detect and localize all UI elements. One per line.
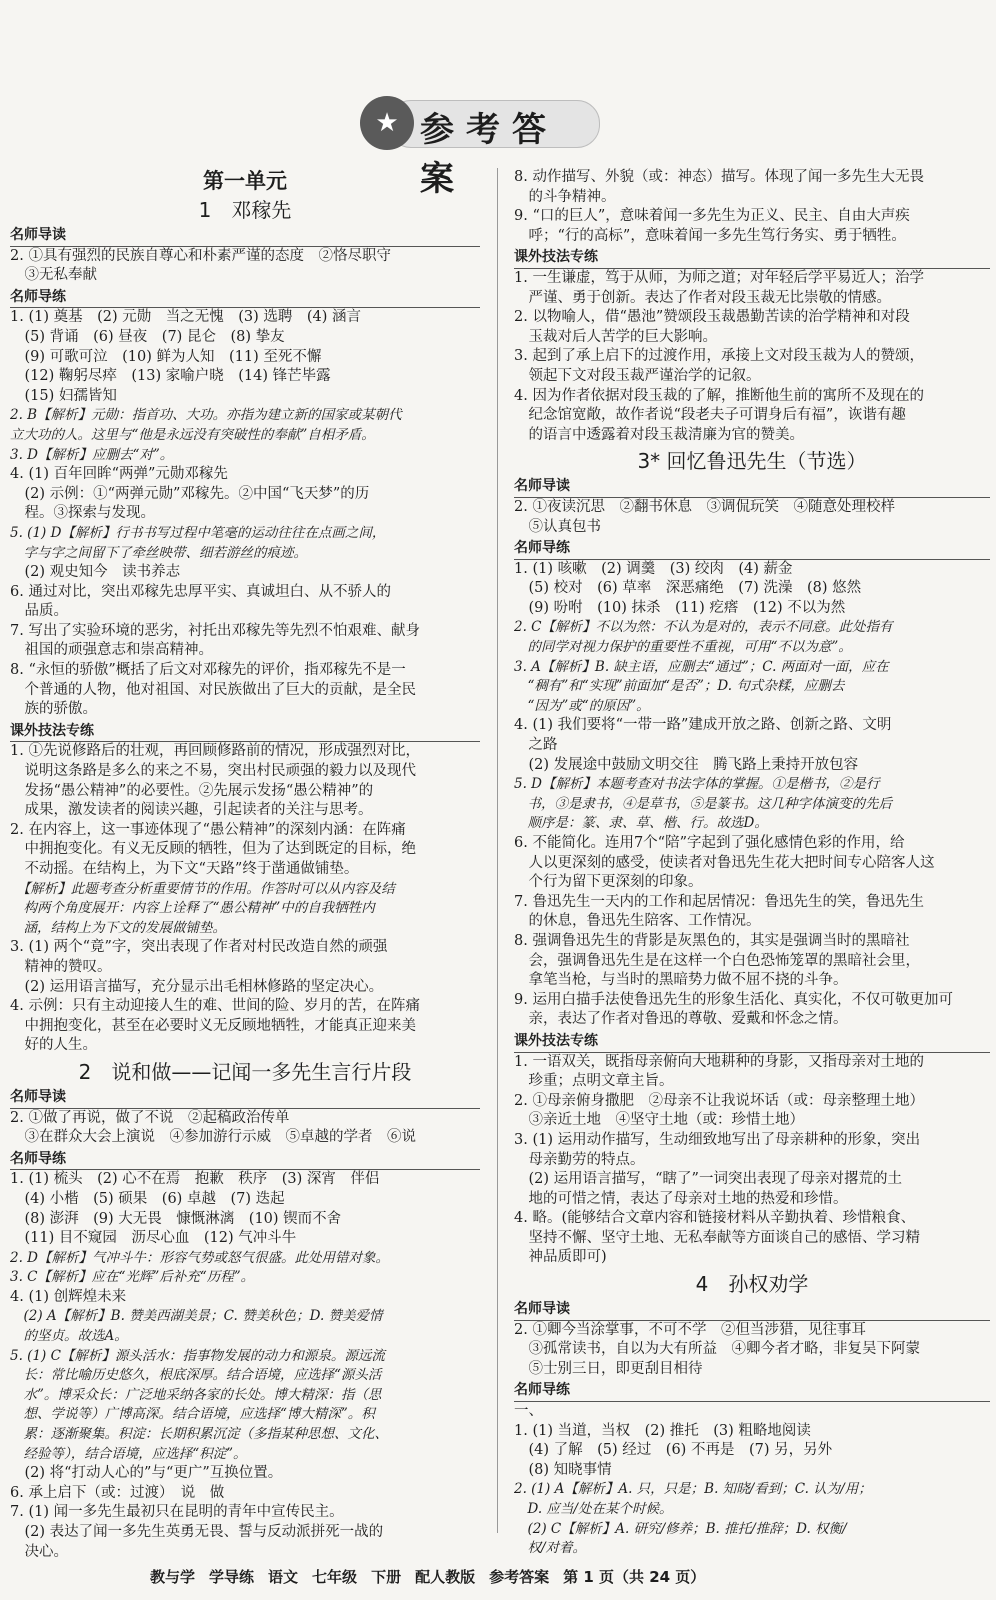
answer-line: ③在群众大会上演说 ④参加游行示威 ⑤卓越的学者 ⑥说 [10,1129,416,1146]
answer-line: 5. (1) C【解析】源头活水：指事物发展的动力和源泉。源远流 [10,1347,385,1364]
footer-item: 配人教版 [415,1568,476,1586]
section-label: 名师导练 [514,539,990,560]
left-column [10,168,480,1562]
section-label: 名师导练 [10,1150,480,1171]
answer-line: 之路 [514,737,558,754]
answer-line: 1. (1) 梳头 (2) 心不在焉 抱歉 秩序 (3) 深宵 伴侣 [10,1171,380,1188]
page-footer [150,1566,996,1587]
answer-line: 领起下文对段玉裁严谨治学的记叙。 [514,367,761,384]
answer-line: 不动摇。在结构上，为下文“天路”终于凿通做铺垫。 [10,861,359,877]
answer-line: ③无私奉献 [10,267,97,284]
answer-line: 2. ①夜读沉思 ②翻书休息 ③调侃玩笑 ④随意处理校样 [514,498,895,515]
heading: 4 孙权劝学 [695,1272,809,1297]
answer-line: 7. 写出了实验环境的恶劣，衬托出邓稼先等先烈不怕艰难、献身 [10,622,420,639]
section-label: 课外技法专练 [10,722,480,743]
answer-line: 3. C【解析】应在“光辉”后补充“历程”。 [10,1269,255,1286]
answer-line: 7. (1) 闻一多先生最初只在昆明的青年中宣传民主。 [10,1504,344,1521]
answer-line: 母亲勤劳的特点。 [514,1151,645,1168]
answer-line: 拿笔当枪，与当时的黑暗势力做不屈不挠的斗争。 [514,972,848,989]
answer-line: 6. 不能简化。连用7个“陪”字起到了强化感情色彩的作用，给 [514,835,905,851]
answer-line: (2) A【解析】B. 赞美西湖美景；C. 赞美秋色；D. 赞美爱情 [10,1308,383,1325]
answer-line: (9) 吩咐 (10) 抹杀 (11) 疙瘩 (12) 不以为然 [514,599,846,616]
answer-line: 的坚贞。故选A。 [10,1328,128,1345]
answer-line: 严谨、勇于创新。表达了作者对段玉裁无比崇敬的情感。 [514,289,891,306]
answer-line: 2. B【解析】元勋：指首功、大功。亦指为建立新的国家或某朝代 [10,407,402,424]
answer-line: ⑤士别三日，即更刮目相待 [514,1360,703,1377]
answer-line: (15) 妇孺皆知 [10,387,117,404]
answer-line: 7. 鲁迅先生一天内的工作和起居情况：鲁迅先生的笑，鲁迅先生 [514,893,924,910]
answer-line: “因为”或“的原因”。 [514,697,650,714]
answer-line: (4) 了解 (5) 经过 (6) 不再是 (7) 另，另外 [514,1442,833,1459]
answer-line: 9. “口的巨人”，意味着闻一多先生为正义、民主、自由大声疾 [514,208,910,225]
answer-line: 坚持不懈、坚守土地、无私奉献等方面谈自己的感悟、学习精 [514,1229,920,1246]
answer-line: 2. ①具有强烈的民族自尊心和朴素严谨的态度 ②恪尽职守 [10,247,391,264]
answer-line: 个普通的人物，他对祖国、对民族做出了巨大的贡献，是全民 [10,681,416,698]
column-divider [497,168,498,1533]
answer-line: ③亲近土地 ④坚守土地（或：珍惜土地） [514,1112,804,1129]
footer-item: 第 1 页（共 24 页） [563,1568,706,1586]
answer-line: 会，强调鲁迅先生是在这样一个白色恐怖笼罩的黑暗社会里， [514,952,920,969]
answer-line: 字与字之间留下了牵丝映带、细若游丝的痕迹。 [10,544,307,561]
answer-line: 立大功的人。这里与“他是永远没有突破性的奉献”自相矛盾。 [10,426,375,443]
answer-line: (2) 运用语言描写，“瞎了”一词突出表现了母亲对撂荒的土 [514,1171,902,1188]
answer-line: 权/对着。 [514,1540,587,1557]
answer-line: 程。③探索与发现。 [10,505,155,522]
answer-line: 2. 在内容上，这一事迹体现了“愚公精神”的深刻内涵：在阵痛 [10,821,406,838]
answer-line: 5. D【解析】本题考查对书法字体的掌握。①是楷书，②是行 [514,776,880,793]
answer-line: 2. ①卿今当涂掌事，不可不学 ②但当涉猎，见往事耳 [514,1321,866,1338]
section-label: 名师导读 [10,1088,480,1109]
footer-item: 参考答案 [489,1568,550,1586]
answer-line: (2) 将“打动人心的”与“更广”互换位置。 [10,1465,283,1482]
answer-line: 想、学说等）广博高深。结合语境，应选择“博大精深”。积 [10,1406,375,1423]
answer-line: 6. 承上启下（或：过渡） 说 做 [10,1484,225,1501]
answer-line: (5) 校对 (6) 草率 深恶痛绝 (7) 洗澡 (8) 悠然 [514,580,862,597]
answer-line: (2) 示例：①“两弹元勋”邓稼先。②中国“飞天梦”的历 [10,485,370,502]
answer-line: “稠有”和“实现”前面加“是否”；D. 句式杂糅，应删去 [514,678,845,695]
answer-line: 1. (1) 当道，当权 (2) 推托 (3) 粗略地阅读 [514,1422,811,1439]
heading: 2 说和做——记闻一多先生言行片段 [78,1059,412,1084]
answer-line: 精神的赞叹。 [10,958,112,975]
answer-line: 3. (1) 运用动作描写，生动细致地写出了母亲耕种的形象，突出 [514,1131,921,1148]
answer-line: 一、 [514,1403,543,1420]
answer-line: 3. 起到了承上启下的过渡作用，承接上文对段玉裁为人的赞颂， [514,348,924,365]
answer-line: 4. 因为作者依据对段玉裁的了解，推断他生前的寓所不及现在的 [514,387,924,404]
answer-line: 的同学对视力保护的重要性不重视，可用“不以为意”。 [514,639,852,656]
answer-line: 2. ①做了再说，做了不说 ②起稿政治传单 [10,1109,290,1126]
answer-line: 2. (1) A【解析】A. 只，只是；B. 知晓/看到；C. 认为/用； [514,1481,872,1498]
answer-line: (4) 小楷 (5) 硕果 (6) 卓越 (7) 迭起 [10,1190,285,1207]
answer-line: 1. (1) 奠基 (2) 元勋 当之无愧 (3) 选聘 (4) 涵言 [10,309,362,326]
answer-line: 2. D【解析】气冲斗牛：形容气势或怒气很盛。此处用错对象。 [10,1249,389,1266]
footer-item: 教与学 [150,1568,196,1586]
answer-line: 3. A【解析】B. 缺主语，应删去“通过”；C. 两面对一面，应在 [514,658,889,675]
footer-item: 七年级 [312,1568,358,1586]
answer-line: (2) 发展途中鼓励文明交往 腾飞路上秉持开放包容 [514,756,859,773]
heading: 1 邓稼先 [198,198,292,222]
answer-line: 珍重；点明文章主旨。 [514,1073,674,1090]
section-label: 名师导练 [514,1381,990,1402]
answer-line: (8) 知晓事情 [514,1461,612,1478]
answer-line: 玉裁对后人苦学的巨大影响。 [514,328,717,345]
answer-line: 8. “永恒的骄傲”概括了后文对邓稼先的评价，指邓稼先不是一 [10,662,406,679]
answer-line: 【解析】此题考查分析重要情节的作用。作答时可以从内容及结 [10,880,395,897]
answer-line: 4. 示例：只有主动迎接人生的难、世间的险、岁月的苦，在阵痛 [10,998,420,1015]
answer-line: 人以更深刻的感受，使读者对鲁迅先生花大把时间专心陪客人这 [514,854,935,871]
answer-line: 族的骄傲。 [10,701,97,718]
answer-line: 呼；“行的高标”，意味着闻一多先生笃行务实、勇于牺牲。 [514,227,906,244]
answer-line: 经验等），结合语境，应选择“积淀”。 [10,1445,247,1462]
answer-line: (12) 鞠躬尽瘁 (13) 家喻户晓 (14) 锋芒毕露 [10,368,331,385]
heading: 第一单元 [203,169,287,193]
answer-line: 的休息，鲁迅先生陪客、工作情况。 [514,913,761,930]
answer-line: (11) 目不窥园 沥尽心血 (12) 气冲斗牛 [10,1230,297,1247]
answer-line: (2) 表达了闻一多先生英勇无畏、誓与反动派拼死一战的 [10,1524,384,1540]
answer-line: 2. 以物喻人，借“愚池”赞颂段玉裁愚勤苦读的治学精神和对段 [514,309,910,326]
answer-line: 5. (1) D【解析】行书书写过程中笔毫的运动往往在点画之间， [10,524,386,541]
page-title: 参考答案 [420,110,558,199]
answer-line: 水”。博采众长：广泛地采纳各家的长处。博大精深：指（思 [10,1386,382,1403]
answer-line: (2) C【解析】A. 研究/修养；B. 推托/推辞；D. 权衡/ [514,1520,847,1537]
answer-line: 2. ①母亲俯身撒肥 ②母亲不让我说坏话（或：母亲整理土地） [514,1092,924,1109]
answer-line: 累：逐渐聚集。积淀：长期积累沉淀（多指某种思想、文化、 [10,1426,388,1443]
footer-item: 学导练 [209,1568,255,1586]
answer-line: (8) 澎湃 (9) 大无畏 慷慨淋漓 (10) 锲而不舍 [10,1210,342,1227]
answer-line: 9. 运用白描手法使鲁迅先生的形象生活化、真实化，不仅可敬更加可 [514,991,953,1008]
answer-line: 顺序是：篆、隶、草、楷、行。故选D。 [514,815,768,832]
answer-line: 的语言中透露着对段玉裁清廉为官的赞美。 [514,426,804,443]
answer-line: 4. 略。(能够结合文章内容和链接材料从辛勤执着、珍惜粮食、 [514,1210,916,1227]
section-label: 名师导读 [10,226,480,247]
answer-line: (2) 运用语言描写，充分显示出毛相林修路的坚定决心。 [10,978,384,995]
answer-line: 构两个角度展开：内容上诠释了“愚公精神”中的自我牺牲内 [10,900,375,917]
answer-line: 1. 一语双关，既指母亲俯向大地耕种的身影，又指母亲对土地的 [514,1053,924,1070]
answer-line: 8. 强调鲁迅先生的背影是灰黑色的，其实是强调当时的黑暗社 [514,932,910,949]
answer-line: 成果，激发读者的阅读兴趣，引起读者的关注与思考。 [10,802,373,819]
section-label: 课外技法专练 [514,1032,990,1053]
answer-line: 中拥抱变化。有义无反顾的牺牲，但为了达到既定的目标，绝 [10,841,416,858]
answer-line: (9) 可歌可泣 (10) 鲜为人知 (11) 至死不懈 [10,348,322,365]
answer-line: 祖国的顽强意志和崇高精神。 [10,642,213,659]
answer-line: 6. 通过对比，突出邓稼先忠厚平实、真诚坦白、从不骄人的 [10,583,391,600]
answer-line: 1. ①先说修路后的壮观，再回顾修路前的情况，形成强烈对比， [10,743,420,760]
footer-item: 语文 [268,1568,299,1586]
answer-line: 2. C【解析】不以为然：不认为是对的，表示不同意。此处指有 [514,619,893,636]
answer-line: 亲，表达了作者对鲁迅的尊敬、爱戴和怀念之情。 [514,1011,848,1028]
section-label: 名师导读 [514,477,990,498]
answer-line: 书，③是隶书，④是草书，⑤是篆书。这几种字体演变的先后 [514,795,892,812]
answer-line: (2) 观史知今 读书养志 [10,564,181,581]
heading: 3* 回忆鲁迅先生（节选） [637,449,867,474]
answer-line: 1. 一生谦虚，笃于从师，为师之道；对年轻后学平易近人；治学 [514,269,924,286]
answer-line: D. 应当/处在某个时候。 [514,1501,673,1517]
answer-line: 品质。 [10,603,68,620]
answer-line: 好的人生。 [10,1037,97,1054]
star-icon: ★ [360,96,414,150]
answer-line: 4. (1) 我们要将“一带一路”建成开放之路、创新之路、文明 [514,717,892,734]
answer-line: 3. D【解析】应删去“对”。 [10,446,174,463]
section-label: 名师导读 [514,1300,990,1321]
answer-line: 8. 动作描写、外貌（或：神态）描写。体现了闻一多先生大无畏 [514,169,924,185]
answer-line: 个行为留下更深刻的印象。 [514,874,703,891]
answer-line: ⑤认真包书 [514,518,601,535]
section-label: 名师导练 [10,288,480,309]
footer-item: 下册 [371,1568,402,1586]
answer-line: 地的可惜之情，表达了母亲对土地的热爱和珍惜。 [514,1190,848,1207]
answer-line: 涵，结构上为下文的发展做铺垫。 [10,919,226,936]
right-column [514,168,990,1559]
answer-line: 说明这条路是多么的来之不易，突出村民顽强的毅力以及现代 [10,763,416,780]
answer-line: 长：常比喻历史悠久，根底深厚。结合语境，应选择“源头活 [10,1367,382,1384]
answer-line: 神品质即可) [514,1249,607,1266]
answer-line: 中拥抱变化，甚至在必要时义无反顾地牺牲，才能真正迎来美 [10,1017,416,1034]
section-label: 课外技法专练 [514,248,990,269]
answer-line: 4. (1) 创辉煌未来 [10,1288,127,1305]
answer-line: 3. (1) 两个“竟”字，突出表现了作者对村民改造自然的顽强 [10,939,388,956]
answer-line: (5) 背诵 (6) 昼夜 (7) 昆仑 (8) 挚友 [10,328,285,345]
answer-line: 的斗争精神。 [514,188,616,205]
answer-line: 1. (1) 咳嗽 (2) 调羹 (3) 绞肉 (4) 薪金 [514,560,793,577]
answer-line: 4. (1) 百年回眸“两弹”元勋邓稼先 [10,466,228,483]
answer-line: 决心。 [10,1543,68,1560]
answer-line: 发扬“愚公精神”的必要性。②先展示发扬“愚公精神”的 [10,782,374,799]
answer-line: 纪念馆宽敞，故作者说“段老夫子可谓身后有福”，诙谐有趣 [514,407,906,424]
answer-line: ③孤常读书，自以为大有所益 ④卿今者才略，非复吴下阿蒙 [514,1341,920,1358]
